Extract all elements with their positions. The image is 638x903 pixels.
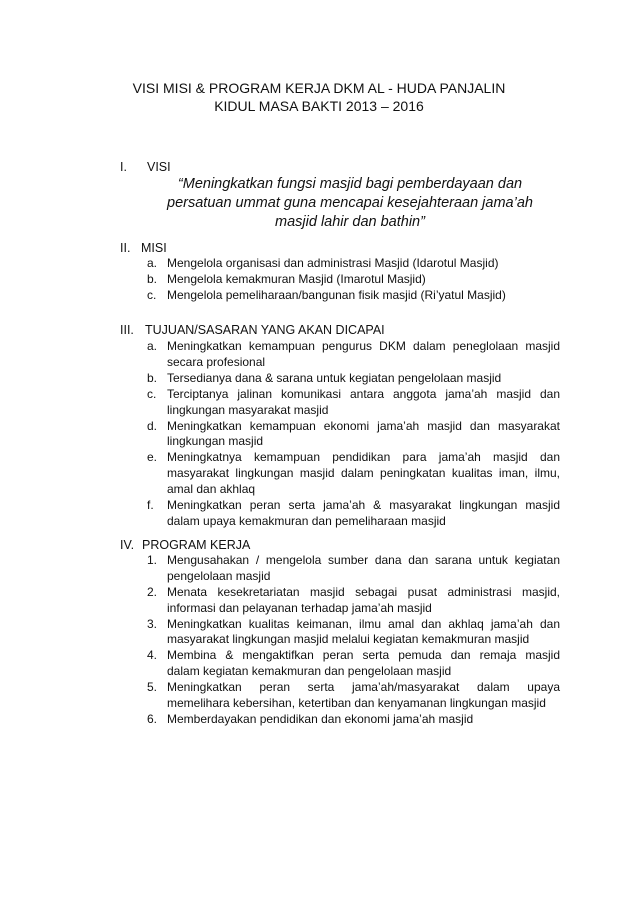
tujuan-item-text: masyarakat lingkungan masjid dalam peningkatan kualitas iman, ilmu,	[167, 466, 560, 481]
title-line-1: VISI MISI & PROGRAM KERJA DKM AL - HUDA PANJALIN	[132, 80, 506, 96]
program-item-text: Mengusahakan / mengelola sumber dana dan sarana untuk kegiatan	[167, 553, 560, 567]
tujuan-item-marker: e.	[147, 450, 158, 465]
visi-quote-line: persatuan ummat guna mencapai kesejahteraan jama’ah	[167, 195, 533, 211]
visi-quote-line: masjid lahir dan bathin”	[275, 214, 425, 230]
misi-heading: MISI	[141, 241, 167, 255]
program-item-text: informasi dan pelayanan terhadap jama’ah masjid	[167, 600, 432, 615]
tujuan-item-text: Tersedianya dana & sarana untuk kegiatan pengelolaan masjid	[167, 370, 502, 385]
program-item-marker: 5.	[147, 680, 158, 695]
misi-item-text: Mengelola kemakmuran Masjid (Imarotul Masjid)	[167, 272, 426, 286]
misi-item-marker: c.	[147, 288, 157, 302]
tujuan-item-text: lingkungan masjid	[167, 434, 264, 449]
program-item-marker: 3.	[147, 616, 158, 631]
tujuan-item-marker: f.	[147, 498, 154, 512]
program-item-text: memelihara kebersihan, ketertiban dan kenyamanan lingkungan masjid	[167, 696, 546, 711]
misi-number: II.	[120, 241, 131, 255]
program-item-marker: 1.	[147, 553, 158, 567]
program-item-text: pengelolaan masjid	[167, 568, 271, 583]
tujuan-item-marker: d.	[147, 418, 158, 433]
title-line-2: KIDUL MASA BAKTI 2013 – 2016	[214, 98, 424, 114]
program-item-text: Memberdayakan pendidikan dan ekonomi jama’ah masjid	[167, 712, 474, 726]
tujuan-item-text: dalam upaya kemakmuran dan pemeliharaan masjid	[167, 513, 446, 528]
program-item-text: Meningkatkan kualitas keimanan, ilmu amal dan akhlaq jama’ah dan	[167, 616, 560, 631]
program-item-text: dalam kegiatan kemakmuran dan pengelolaan masjid	[167, 664, 452, 679]
tujuan-item-text: Meningkatkan kemampuan ekonomi jama’ah masjid dan masyarakat	[167, 418, 560, 433]
misi-item-text: Mengelola organisasi dan administrasi Masjid (Idarotul Masjid)	[167, 256, 499, 270]
tujuan-heading: TUJUAN/SASARAN YANG AKAN DICAPAI	[145, 323, 385, 337]
visi-heading: VISI	[147, 160, 171, 174]
program-item-marker: 2.	[147, 584, 158, 599]
tujuan-item-marker: b.	[147, 370, 158, 385]
tujuan-item-text: Terciptanya jalinan komunikasi antara anggota jama’ah masjid dan	[167, 386, 560, 401]
misi-item-marker: a.	[147, 256, 158, 270]
tujuan-item-text: Meningkatnya kemampuan pendidikan para jama’ah masjid dan	[167, 450, 560, 465]
program-item-text: Meningkatkan peran serta jama’ah/masyarakat dalam upaya	[167, 680, 560, 695]
document-title	[0, 79, 638, 115]
program-heading: PROGRAM KERJA	[142, 538, 251, 552]
visi-number: I.	[120, 160, 127, 174]
tujuan-item-text: Meningkatkan peran serta jama’ah & masyarakat lingkungan masjid	[167, 498, 560, 512]
tujuan-item-marker: a.	[147, 339, 158, 353]
misi-item-text: Mengelola pemeliharaan/bangunan fisik masjid (Ri’yatul Masjid)	[167, 288, 506, 302]
tujuan-item-text: secara profesional	[167, 354, 266, 369]
program-item-text: masyarakat lingkungan masjid melalui kegiatan kemakmuran masjid	[167, 632, 530, 647]
visi-quote-line: “Meningkatkan fungsi masjid bagi pemberdayaan dan	[177, 176, 523, 192]
tujuan-item-text: amal dan akhlaq	[167, 482, 256, 497]
program-item-text: Membina & mengaktifkan peran serta pemuda dan remaja masjid	[167, 648, 560, 663]
misi-item-marker: b.	[147, 272, 158, 286]
tujuan-item-text: Meningkatkan kemampuan pengurus DKM dalam peneglolaan masjid	[167, 339, 560, 353]
program-item-text: Menata kesekretariatan masjid sebagai pusat administrasi masjid,	[167, 584, 560, 599]
program-item-marker: 6.	[147, 712, 158, 726]
tujuan-item-text: lingkungan masyarakat masjid	[167, 402, 329, 417]
visi-quote	[150, 175, 550, 232]
tujuan-item-marker: c.	[147, 386, 157, 401]
tujuan-number: III.	[120, 323, 134, 337]
program-number: IV.	[120, 538, 135, 552]
program-item-marker: 4.	[147, 648, 158, 663]
